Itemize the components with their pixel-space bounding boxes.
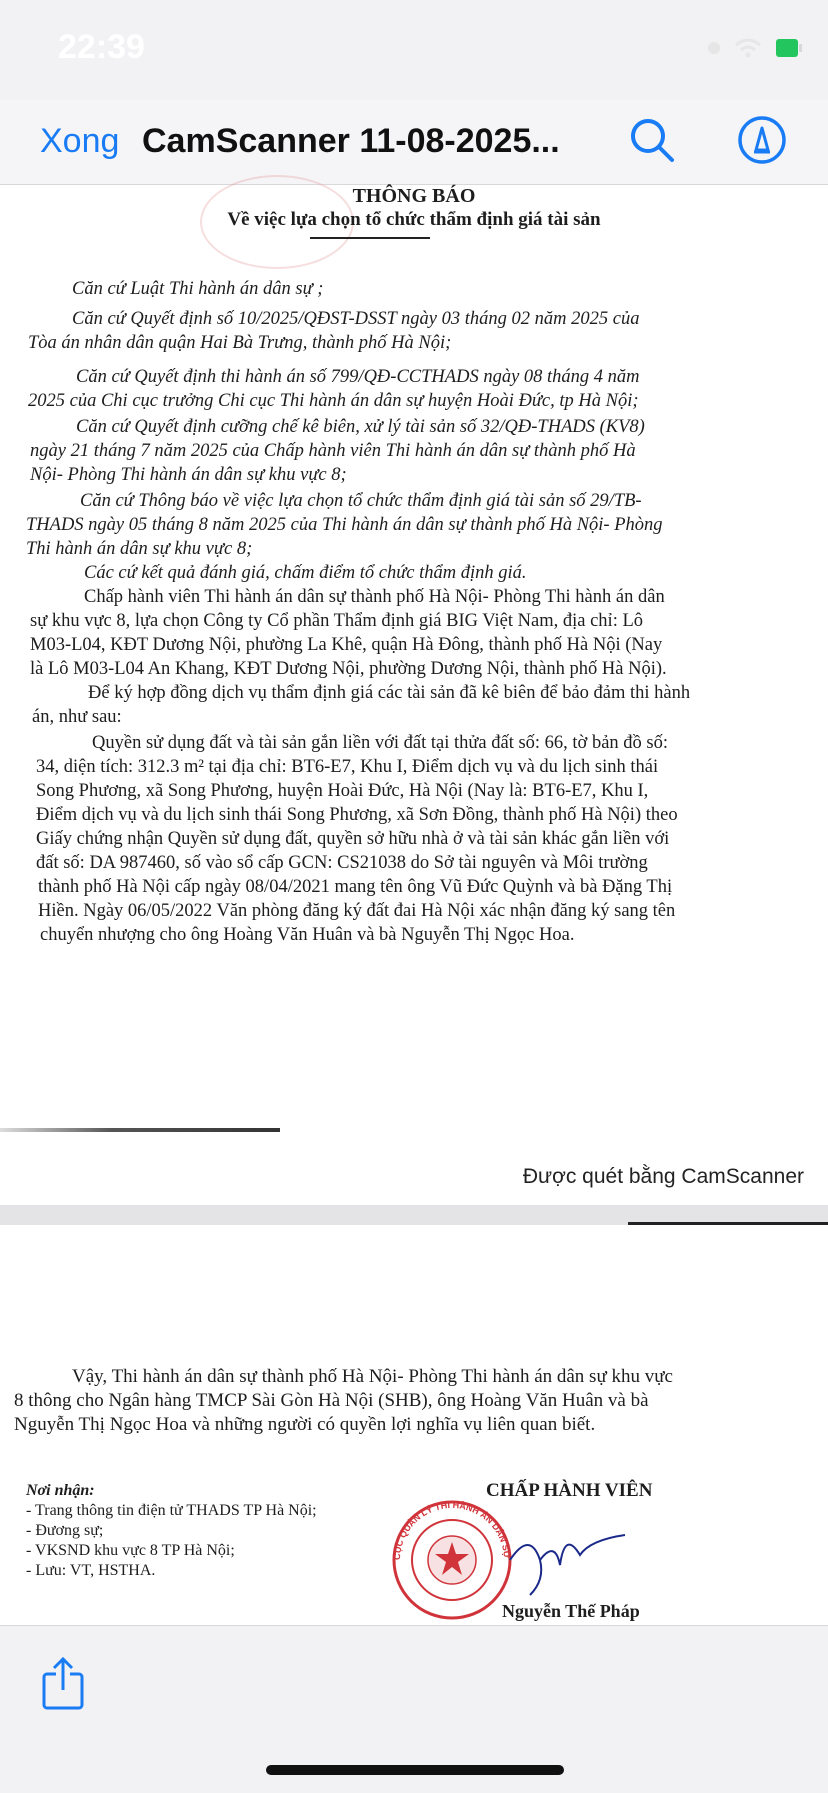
notice-heading: THÔNG BÁO [352, 185, 476, 207]
markup-icon[interactable] [736, 114, 788, 166]
notice-subheading: Về việc lựa chọn tổ chức thẩm định giá tài sản [227, 209, 601, 230]
share-icon[interactable] [40, 1656, 86, 1710]
doc-line: đất số: DA 987460, số vào sổ cấp GCN: CS21038 do Sở tài nguyên và Môi trường [36, 853, 648, 873]
doc-line: Song Phương, xã Song Phương, huyện Hoài Đức, Hà Nội (Nay là: BT6-E7, Khu I, [36, 781, 649, 801]
doc-line: Quyền sử dụng đất và tài sản gắn liền với đất tại thửa đất số: 66, tờ bản đồ số: [92, 733, 669, 753]
doc-line: Căn cứ Quyết định số 10/2025/QĐST-DSST ngày 03 tháng 02 năm 2025 của [72, 309, 640, 329]
status-bar [0, 0, 828, 100]
nav-bar [0, 100, 828, 185]
doc-line: Các cứ kết quả đánh giá, chấm điểm tổ chức thẩm định giá. [84, 563, 527, 583]
done-button[interactable]: Xong [40, 122, 120, 160]
doc-line: Nguyễn Thị Ngọc Hoa và những người có quyền lợi nghĩa vụ liên quan biết. [14, 1414, 596, 1435]
doc-line: THADS ngày 05 tháng 8 năm 2025 của Thi hành án dân sự thành phố Hà Nội- Phòng [26, 515, 663, 535]
doc-line: là Lô M03-L04 An Khang, KĐT Dương Nội, phường Dương Nội, thành phố Hà Nội). [30, 659, 667, 679]
doc-line: Để ký hợp đồng dịch vụ thẩm định giá các tài sản đã kê biên để bảo đảm thi hành [88, 683, 691, 703]
signal-icon [708, 42, 720, 54]
camscanner-watermark: Được quét bằng CamScanner [522, 1165, 804, 1188]
signer-title: CHẤP HÀNH VIÊN [486, 1480, 653, 1501]
home-indicator[interactable] [266, 1765, 564, 1775]
doc-line: M03-L04, KĐT Dương Nội, phường La Khê, quận Hà Đông, thành phố Hà Nội (Nay [30, 635, 663, 655]
doc-line: chuyển nhượng cho ông Hoàng Văn Huân và bà Nguyễn Thị Ngọc Hoa. [40, 925, 575, 945]
signer-name: Nguyễn Thế Pháp [502, 1601, 640, 1621]
seal-text: CỤC QUẢN LÝ THI HÀNH ÁN DÂN SỰ [392, 1499, 512, 1561]
doc-line: Hiền. Ngày 06/05/2022 Văn phòng đăng ký đất đai Hà Nội xác nhận đăng ký sang tên [38, 901, 676, 921]
battery-icon [776, 39, 798, 57]
handwritten-signature [500, 1520, 630, 1600]
doc-line: Căn cứ Luật Thi hành án dân sự ; [72, 279, 324, 299]
doc-line: 8 thông cho Ngân hàng TMCP Sài Gòn Hà Nội (SHB), ông Hoàng Văn Huân và bà [14, 1390, 649, 1411]
status-icons [708, 38, 798, 58]
doc-line: Điểm dịch vụ và du lịch sinh thái Song Phương, xã Sơn Đồng, thành phố Hà Nội) theo [36, 805, 678, 825]
doc-line: Thi hành án dân sự khu vực 8; [26, 539, 253, 559]
doc-line: Căn cứ Quyết định cưỡng chế kê biên, xử lý tài sản số 32/QĐ-THADS (KV8) [76, 417, 645, 437]
document-title: CamScanner 11-08-2025... [142, 122, 560, 160]
doc-line: thành phố Hà Nội cấp ngày 08/04/2021 mang tên ông Vũ Đức Quỳnh và bà Đặng Thị [38, 877, 673, 897]
wifi-icon [734, 38, 762, 58]
doc-line: án, như sau: [32, 707, 122, 727]
scan-artifact-line [0, 1128, 280, 1132]
doc-line: Vậy, Thi hành án dân sự thành phố Hà Nội- Phòng Thi hành án dân sự khu vực [72, 1366, 673, 1387]
heading-underline [310, 237, 430, 239]
recipient-item: - Trang thông tin điện tử THADS TP Hà Nội; [26, 1502, 317, 1519]
doc-line: Nội- Phòng Thi hành án dân sự khu vực 8; [30, 465, 347, 485]
recipient-item: - Đương sự; [26, 1522, 104, 1539]
doc-line: Giấy chứng nhận Quyền sử dụng đất, quyền sở hữu nhà ở và tài sản khác gắn liền với [36, 829, 670, 849]
document-page-1 [0, 185, 828, 1205]
doc-line: 34, diện tích: 312.3 m² tại địa chỉ: BT6-E7, Khu I, Điểm dịch vụ và du lịch sinh thái [36, 757, 659, 777]
doc-line: sự khu vực 8, lựa chọn Công ty Cổ phần Thẩm định giá BIG Việt Nam, địa chỉ: Lô [30, 611, 644, 631]
doc-line: Chấp hành viên Thi hành án dân sự thành phố Hà Nội- Phòng Thi hành án dân [84, 587, 665, 607]
doc-line: 2025 của Chi cục trưởng Chi cục Thi hành án dân sự huyện Hoài Đức, tp Hà Nội; [28, 391, 639, 411]
recipient-item: - VKSND khu vực 8 TP Hà Nội; [26, 1542, 235, 1559]
recipients-title: Nơi nhận: [26, 1482, 95, 1499]
doc-line: Tòa án nhân dân quận Hai Bà Trưng, thành phố Hà Nội; [28, 333, 452, 353]
status-time: 22:39 [58, 28, 145, 66]
official-seal-icon [392, 1490, 512, 1630]
doc-line: Căn cứ Thông báo về việc lựa chọn tổ chức thẩm định giá tài sản số 29/TB- [80, 491, 642, 511]
recipient-item: - Lưu: VT, HSTHA. [26, 1562, 156, 1579]
doc-line: Căn cứ Quyết định thi hành án số 799/QĐ-CCTHADS ngày 08 tháng 4 năm [76, 367, 640, 387]
search-icon[interactable] [626, 114, 678, 166]
doc-line: ngày 21 tháng 7 năm 2025 của Chấp hành viên Thi hành án dân sự thành phố Hà [30, 441, 636, 461]
